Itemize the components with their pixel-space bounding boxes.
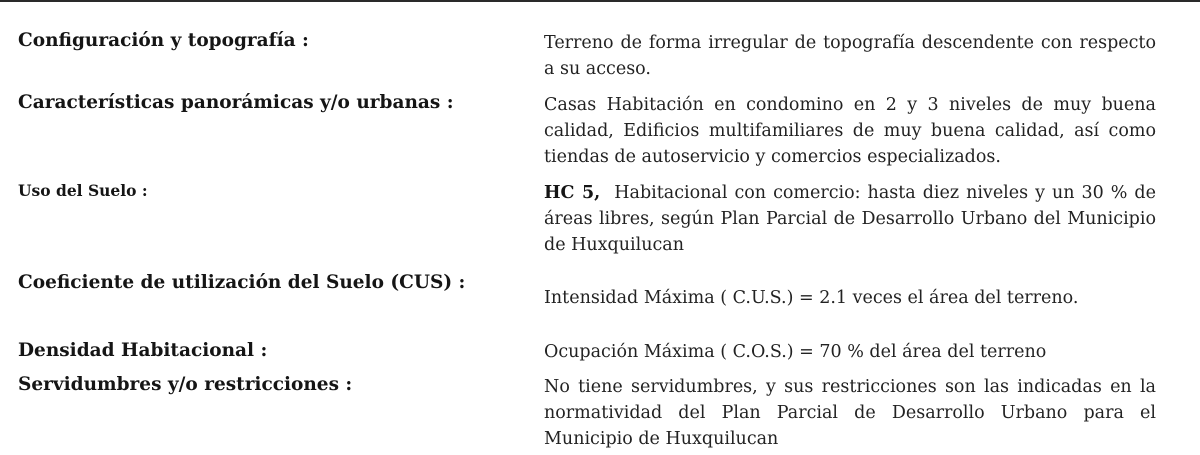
label-coeficiente-cus: Coeficiente de utilización del Suelo (CUS) : [18,272,466,293]
label-configuracion-topografia: Configuración y topografía : [18,30,309,51]
value-uso-del-suelo [544,180,1156,258]
value-servidumbres-restricciones: No tiene servidumbres, y sus restricciones son las indicadas en la normatividad del Plan Parcial de Desarrollo Urbano para el Municipio de Huxquilucan [544,377,1156,449]
label-servidumbres-restricciones: Servidumbres y/o restricciones : [18,374,353,395]
label-caracteristicas-panoramicas: Características panorámicas y/o urbanas : [18,92,454,113]
value-configuracion-topografia: Terreno de forma irregular de topografía descendente con respecto a su acceso. [544,33,1156,79]
label-densidad-habitacional: Densidad Habitacional : [18,340,268,361]
value-caracteristicas-panoramicas: Casas Habitación en condomino en 2 y 3 niveles de muy buena calidad, Edificios multifamiliares de muy buena calidad, así como tiendas de autoservicio y comercios especializados. [544,95,1156,167]
label-uso-del-suelo: Uso del Suelo : [18,181,148,200]
value-densidad-habitacional: Ocupación Máxima ( C.O.S.) = 70 % del área del terreno [544,342,1047,362]
land-use-code: HC 5, [544,183,601,203]
value-coeficiente-cus: Intensidad Máxima ( C.U.S.) = 2.1 veces el área del terreno. [544,288,1079,308]
land-use-description: Habitacional con comercio: hasta diez niveles y un 30 % de áreas libres, según Plan Parcial de Desarrollo Urbano del Municipio de Huxquilucan [544,183,1156,255]
